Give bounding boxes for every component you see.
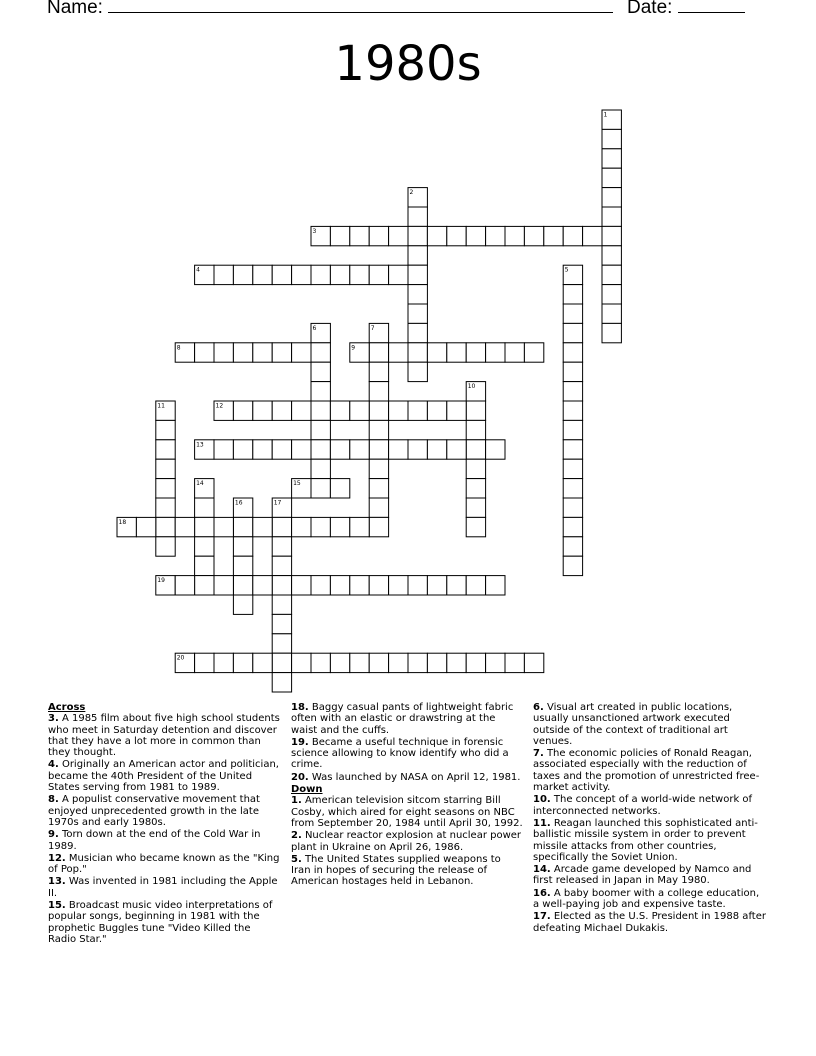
clue-text: Musician who became known as the "King of Pop." — [48, 852, 280, 876]
grid-cell[interactable] — [253, 343, 272, 362]
grid-cell[interactable] — [272, 401, 291, 420]
grid-cell[interactable] — [214, 401, 233, 420]
grid-cell[interactable] — [408, 440, 427, 459]
cell-number-3: 3 — [312, 227, 317, 235]
clue-number: 8. — [48, 794, 59, 806]
grid-cell[interactable] — [369, 401, 388, 420]
grid-cell[interactable] — [524, 226, 543, 245]
clue-1 — [291, 795, 523, 829]
grid-cell[interactable] — [214, 343, 233, 362]
grid-cell[interactable] — [369, 576, 388, 595]
grid-cell[interactable] — [117, 517, 136, 536]
grid-cell[interactable] — [369, 323, 388, 342]
grid-cell[interactable] — [156, 459, 175, 478]
grid-cell[interactable] — [233, 440, 252, 459]
clue-number: 17. — [533, 911, 551, 923]
grid-cell[interactable] — [389, 653, 408, 672]
cell-number-11: 11 — [157, 402, 165, 410]
grid-cell[interactable] — [311, 382, 330, 401]
grid-cell[interactable] — [214, 440, 233, 459]
clue-4 — [48, 759, 280, 793]
cell-number-6: 6 — [312, 324, 317, 332]
grid-cell[interactable] — [136, 517, 155, 536]
grid-cell[interactable] — [408, 285, 427, 304]
grid-cell[interactable] — [233, 537, 252, 556]
date-label: Date: — [627, 0, 673, 18]
grid-cell[interactable] — [427, 576, 446, 595]
cell-number-4: 4 — [196, 266, 200, 274]
grid-cell[interactable] — [350, 343, 369, 362]
grid-cell[interactable] — [427, 343, 446, 362]
grid-cell[interactable] — [563, 517, 582, 536]
grid-cell[interactable] — [602, 323, 621, 342]
grid-cell[interactable] — [156, 576, 175, 595]
grid-cell[interactable] — [272, 653, 291, 672]
grid-cell[interactable] — [369, 498, 388, 517]
grid-cell[interactable] — [311, 362, 330, 381]
grid-cell[interactable] — [311, 653, 330, 672]
clue-11 — [533, 818, 768, 863]
grid-cell[interactable] — [427, 226, 446, 245]
grid-cell[interactable] — [408, 653, 427, 672]
date-line[interactable] — [678, 0, 745, 13]
grid-cell[interactable] — [195, 479, 214, 498]
clue-10 — [533, 794, 768, 817]
grid-cell[interactable] — [156, 517, 175, 536]
grid-cell[interactable] — [466, 459, 485, 478]
grid-cell[interactable] — [408, 343, 427, 362]
grid-cell[interactable] — [466, 420, 485, 439]
grid-cell[interactable] — [350, 401, 369, 420]
grid-cell[interactable] — [486, 653, 505, 672]
grid-cell[interactable] — [544, 226, 563, 245]
grid-cell[interactable] — [253, 517, 272, 536]
grid-cell[interactable] — [156, 401, 175, 420]
cell-number-8: 8 — [176, 344, 181, 352]
grid-cell[interactable] — [486, 576, 505, 595]
grid-cell[interactable] — [466, 479, 485, 498]
grid-cell[interactable] — [233, 595, 252, 614]
grid-cell[interactable] — [311, 576, 330, 595]
clue-text: Reagan launched this sophisticated anti-ballistic missile system in order to prevent missile attacks from other countries, specifically the Soviet Union. — [533, 817, 758, 863]
grid-cell[interactable] — [233, 401, 252, 420]
grid-cell[interactable] — [350, 576, 369, 595]
grid-cell[interactable] — [427, 401, 446, 420]
grid-cell[interactable] — [292, 401, 311, 420]
grid-cell[interactable] — [563, 323, 582, 342]
clue-14 — [533, 864, 768, 887]
grid-cell[interactable] — [563, 440, 582, 459]
clue-number: 18. — [291, 702, 309, 713]
clue-number: 2. — [291, 830, 302, 842]
cell-number-13: 13 — [196, 441, 204, 449]
grid-cell[interactable] — [311, 420, 330, 439]
grid-cell[interactable] — [330, 226, 349, 245]
grid-cell[interactable] — [214, 265, 233, 284]
grid-cell[interactable] — [272, 265, 291, 284]
grid-cell[interactable] — [175, 576, 194, 595]
clue-text: Was invented in 1981 including the Apple II. — [48, 876, 278, 899]
grid-cell[interactable] — [233, 517, 252, 536]
grid-cell[interactable] — [602, 129, 621, 148]
grid-cell[interactable] — [369, 653, 388, 672]
grid-cell[interactable] — [466, 576, 485, 595]
grid-cell[interactable] — [195, 653, 214, 672]
grid-cell[interactable] — [195, 537, 214, 556]
grid-cell[interactable] — [563, 285, 582, 304]
grid-cell[interactable] — [563, 226, 582, 245]
clue-text: Baggy casual pants of lightweight fabric often with an elastic or drawstring at the waist and the cuffs. — [291, 702, 514, 736]
grid-cell[interactable] — [233, 343, 252, 362]
clue-number: 12. — [48, 852, 66, 864]
clues-column-2 — [291, 702, 523, 889]
clue-number: 19. — [291, 736, 309, 748]
grid-cell[interactable] — [311, 440, 330, 459]
grid-cell[interactable] — [195, 440, 214, 459]
grid-cell[interactable] — [602, 168, 621, 187]
clue-5 — [291, 854, 523, 888]
clue-number: 6. — [533, 702, 544, 713]
clue-text: Was launched by NASA on April 12, 1981. — [311, 771, 521, 783]
clue-3 — [48, 713, 280, 758]
grid-cell[interactable] — [253, 401, 272, 420]
grid-cell[interactable] — [253, 653, 272, 672]
grid-cell[interactable] — [563, 343, 582, 362]
cell-number-12: 12 — [215, 402, 224, 410]
clue-12 — [48, 853, 280, 876]
across-heading: Across — [48, 702, 86, 713]
grid-cell[interactable] — [233, 556, 252, 575]
grid-cell[interactable] — [292, 479, 311, 498]
grid-cell[interactable] — [563, 265, 582, 284]
grid-cell[interactable] — [466, 498, 485, 517]
grid-cell[interactable] — [427, 440, 446, 459]
grid-cell[interactable] — [524, 343, 543, 362]
grid-cell[interactable] — [292, 576, 311, 595]
clues-column-1 — [48, 702, 280, 946]
grid-cell[interactable] — [350, 653, 369, 672]
clue-text: Became a useful technique in forensic science allowing to know identify who did a crime. — [291, 736, 509, 771]
clue-6 — [533, 702, 768, 747]
clue-number: 3. — [48, 713, 59, 725]
clue-text: A 1985 film about five high school students who meet in Saturday detention and discover that they have a lot more in common than they thought. — [48, 713, 280, 759]
grid-cell[interactable] — [602, 110, 621, 129]
grid-cell[interactable] — [505, 343, 524, 362]
grid-cell[interactable] — [272, 673, 291, 692]
grid-cell[interactable] — [602, 188, 621, 207]
grid-cell[interactable] — [466, 343, 485, 362]
grid-cell[interactable] — [466, 226, 485, 245]
grid-cell[interactable] — [563, 498, 582, 517]
grid-cell[interactable] — [292, 265, 311, 284]
puzzle-title: 1980s — [334, 36, 482, 92]
grid-cell[interactable] — [369, 459, 388, 478]
grid-cell[interactable] — [408, 226, 427, 245]
grid-cell[interactable] — [486, 343, 505, 362]
clue-9 — [48, 829, 280, 852]
grid-cell[interactable] — [408, 401, 427, 420]
grid-cell[interactable] — [214, 517, 233, 536]
grid-cell[interactable] — [350, 517, 369, 536]
grid-cell[interactable] — [486, 226, 505, 245]
grid-cell[interactable] — [330, 576, 349, 595]
grid-cell[interactable] — [253, 440, 272, 459]
grid-cell[interactable] — [156, 420, 175, 439]
clue-18 — [291, 702, 523, 736]
cell-number-14: 14 — [196, 480, 204, 488]
clue-15 — [48, 900, 280, 945]
grid-cell[interactable] — [447, 343, 466, 362]
grid-cell[interactable] — [156, 498, 175, 517]
grid-cell[interactable] — [272, 440, 291, 459]
clue-number: 9. — [48, 829, 59, 841]
cell-number-17: 17 — [273, 499, 282, 507]
grid-cell[interactable] — [272, 556, 291, 575]
clue-number: 11. — [533, 817, 551, 829]
grid-cell[interactable] — [156, 479, 175, 498]
grid-cell[interactable] — [369, 362, 388, 381]
grid-cell[interactable] — [369, 382, 388, 401]
grid-cell[interactable] — [292, 653, 311, 672]
grid-cell[interactable] — [466, 382, 485, 401]
name-label: Name: — [47, 0, 103, 18]
clue-number: 15. — [48, 900, 66, 912]
grid-cell[interactable] — [292, 440, 311, 459]
grid-cell[interactable] — [311, 343, 330, 362]
grid-cell[interactable] — [427, 653, 446, 672]
grid-cell[interactable] — [272, 537, 291, 556]
grid-cell[interactable] — [272, 595, 291, 614]
grid-cell[interactable] — [195, 498, 214, 517]
grid-cell[interactable] — [447, 440, 466, 459]
clue-text: American television sitcom starring Bill Cosby, which aired for eight seasons on NBC from September 20, 1984 until April 30, 1992. — [291, 795, 523, 829]
grid-cell[interactable] — [389, 401, 408, 420]
clue-text: A populist conservative movement that enjoyed unprecedented growth in the late 1970s and early 1980s. — [48, 794, 260, 828]
grid-cell[interactable] — [233, 265, 252, 284]
grid-cell[interactable] — [311, 265, 330, 284]
clue-19 — [291, 737, 523, 771]
grid-cell[interactable] — [233, 498, 252, 517]
grid-cell[interactable] — [524, 653, 543, 672]
cell-number-10: 10 — [467, 383, 476, 391]
clue-text: Originally an American actor and politician, became the 40th President of the United States serving from 1981 to 1989. — [48, 759, 279, 794]
grid-cell[interactable] — [350, 440, 369, 459]
grid-cell[interactable] — [408, 323, 427, 342]
clue-number: 13. — [48, 876, 66, 888]
grid-cell[interactable] — [350, 265, 369, 284]
clue-text: Arcade game developed by Namco and first released in Japan in May 1980. — [533, 864, 752, 887]
clue-number: 4. — [48, 759, 59, 771]
grid-cell[interactable] — [175, 343, 194, 362]
grid-cell[interactable] — [272, 614, 291, 633]
grid-cell[interactable] — [311, 517, 330, 536]
grid-cell[interactable] — [369, 226, 388, 245]
grid-cell[interactable] — [369, 479, 388, 498]
grid-cell[interactable] — [447, 226, 466, 245]
grid-cell[interactable] — [602, 207, 621, 226]
cell-number-19: 19 — [157, 577, 165, 585]
grid-cell[interactable] — [311, 479, 330, 498]
grid-cell[interactable] — [466, 440, 485, 459]
grid-cell[interactable] — [253, 265, 272, 284]
grid-cell[interactable] — [311, 459, 330, 478]
grid-cell[interactable] — [369, 343, 388, 362]
grid-cell[interactable] — [369, 517, 388, 536]
clues-column-3 — [533, 702, 768, 935]
grid-cell[interactable] — [563, 420, 582, 439]
grid-cell[interactable] — [563, 459, 582, 478]
grid-cell[interactable] — [602, 285, 621, 304]
grid-cell[interactable] — [311, 226, 330, 245]
grid-cell[interactable] — [389, 265, 408, 284]
name-line[interactable] — [108, 0, 613, 13]
grid-cell[interactable] — [330, 440, 349, 459]
clue-17 — [533, 911, 768, 934]
grid-cell[interactable] — [311, 401, 330, 420]
grid-cell[interactable] — [350, 226, 369, 245]
grid-cell[interactable] — [408, 246, 427, 265]
grid-cell[interactable] — [195, 576, 214, 595]
name-field — [47, 0, 613, 19]
clue-text: Nuclear reactor explosion at nuclear power plant in Ukraine on April 26, 1986. — [291, 830, 522, 853]
grid-cell[interactable] — [330, 265, 349, 284]
clue-13 — [48, 876, 280, 899]
grid-cell[interactable] — [233, 576, 252, 595]
clue-number: 20. — [291, 771, 309, 783]
grid-cell[interactable] — [389, 343, 408, 362]
grid-cell[interactable] — [408, 304, 427, 323]
grid-cell[interactable] — [563, 362, 582, 381]
grid-cell[interactable] — [389, 226, 408, 245]
grid-cell[interactable] — [195, 343, 214, 362]
clue-8 — [48, 794, 280, 828]
grid-cell[interactable] — [389, 576, 408, 595]
grid-cell[interactable] — [311, 323, 330, 342]
grid-cell[interactable] — [408, 265, 427, 284]
grid-cell[interactable] — [447, 653, 466, 672]
grid-cell[interactable] — [602, 265, 621, 284]
grid-cell[interactable] — [563, 304, 582, 323]
grid-cell[interactable] — [466, 517, 485, 536]
grid-cell[interactable] — [447, 401, 466, 420]
clue-number: 10. — [533, 794, 551, 806]
grid-cell[interactable] — [195, 265, 214, 284]
clue-text: The concept of a world-wide network of interconnected networks. — [533, 794, 753, 817]
clue-7 — [533, 748, 768, 793]
grid-cell[interactable] — [408, 207, 427, 226]
grid-cell[interactable] — [175, 517, 194, 536]
down-heading: Down — [291, 784, 323, 796]
grid-cell[interactable] — [563, 382, 582, 401]
grid-cell[interactable] — [195, 556, 214, 575]
cell-number-1: 1 — [603, 111, 608, 119]
grid-cell[interactable] — [330, 479, 349, 498]
grid-cell[interactable] — [602, 304, 621, 323]
cell-number-5: 5 — [564, 266, 569, 274]
cell-number-18: 18 — [118, 518, 127, 526]
grid-cell[interactable] — [272, 343, 291, 362]
clue-number: 5. — [291, 853, 302, 865]
cell-number-15: 15 — [293, 480, 301, 488]
cell-number-20: 20 — [176, 654, 185, 662]
clue-text: A baby boomer with a college education, a well-paying job and expensive taste. — [533, 887, 760, 911]
cell-number-7: 7 — [370, 324, 375, 332]
clue-text: The economic policies of Ronald Reagan, associated especially with the reduction of taxes and the promotion of unrestricted free-market activity. — [533, 748, 760, 794]
grid-cell[interactable] — [563, 537, 582, 556]
grid-cell[interactable] — [447, 576, 466, 595]
grid-cell[interactable] — [466, 401, 485, 420]
clue-text: Broadcast music video interpretations of popular songs, beginning in 1981 with the prophetic Buggles tune "Video Killed the Radio Star." — [48, 900, 273, 945]
grid-cell[interactable] — [369, 265, 388, 284]
grid-cell[interactable] — [330, 653, 349, 672]
grid-cell[interactable] — [408, 576, 427, 595]
grid-cell[interactable] — [292, 517, 311, 536]
grid-cell[interactable] — [175, 653, 194, 672]
grid-cell[interactable] — [369, 420, 388, 439]
grid-cell[interactable] — [330, 401, 349, 420]
date-field — [627, 0, 745, 19]
clue-number: 1. — [291, 795, 302, 807]
grid-cell[interactable] — [272, 498, 291, 517]
grid-cell[interactable] — [330, 517, 349, 536]
clue-20 — [291, 772, 523, 783]
grid-cell[interactable] — [369, 440, 388, 459]
grid-cell[interactable] — [408, 188, 427, 207]
clue-text: Visual art created in public locations, usually unsanctioned artwork executed outside of the context of traditional art venues. — [533, 702, 733, 747]
cell-number-16: 16 — [234, 499, 243, 507]
grid-cell[interactable] — [602, 226, 621, 245]
cell-number-9: 9 — [351, 344, 356, 352]
grid-cell[interactable] — [214, 576, 233, 595]
clue-text: The United States supplied weapons to Iran in hopes of securing the release of American hostages held in Lebanon. — [291, 853, 501, 888]
grid-cell[interactable] — [272, 634, 291, 653]
grid-cell[interactable] — [583, 226, 602, 245]
grid-cell[interactable] — [195, 517, 214, 536]
grid-cell[interactable] — [466, 653, 485, 672]
clue-number: 16. — [533, 887, 551, 899]
grid-cell[interactable] — [272, 576, 291, 595]
grid-cell[interactable] — [563, 556, 582, 575]
grid-cell[interactable] — [563, 479, 582, 498]
clue-text: Torn down at the end of the Cold War in 1989. — [48, 829, 261, 852]
grid-cell[interactable] — [505, 653, 524, 672]
clue-text: Elected as the U.S. President in 1988 after defeating Michael Dukakis. — [533, 911, 766, 934]
clue-2 — [291, 830, 523, 853]
grid-cell[interactable] — [389, 440, 408, 459]
grid-cell[interactable] — [408, 362, 427, 381]
clue-number: 14. — [533, 864, 551, 876]
grid-cell[interactable] — [563, 401, 582, 420]
grid-cell[interactable] — [233, 653, 252, 672]
grid-cell[interactable] — [292, 343, 311, 362]
grid-cell[interactable] — [253, 576, 272, 595]
grid-cell[interactable] — [602, 246, 621, 265]
cell-number-2: 2 — [409, 189, 414, 197]
grid-cell[interactable] — [602, 149, 621, 168]
clue-number: 7. — [533, 748, 544, 760]
grid-cell[interactable] — [486, 440, 505, 459]
grid-cell[interactable] — [156, 440, 175, 459]
grid-cell[interactable] — [156, 537, 175, 556]
clue-16 — [533, 888, 768, 911]
grid-cell[interactable] — [505, 226, 524, 245]
grid-cell[interactable] — [214, 653, 233, 672]
grid-cell[interactable] — [272, 517, 291, 536]
